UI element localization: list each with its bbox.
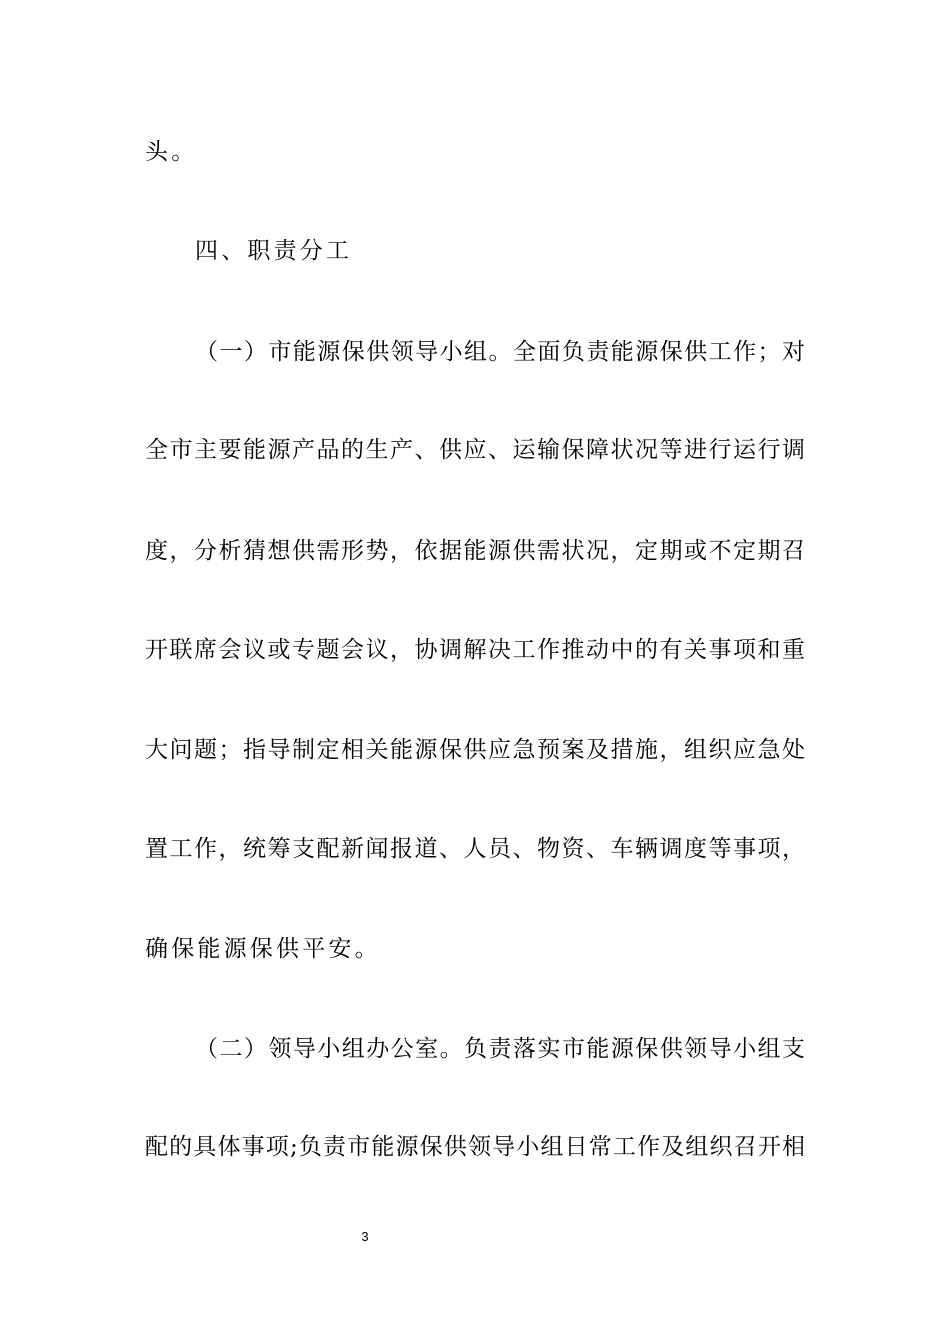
text-line-9: 确保能源保供平安。 — [145, 936, 381, 962]
text-line-11: 配的具体事项;负责市能源保供领导小组日常工作及组织召开相 — [145, 1134, 805, 1160]
text-line-5: 度，分析猜想供需形势，依据能源供需状况，定期或不定期召 — [145, 538, 805, 564]
page-number: 3 — [361, 1229, 369, 1244]
text-line-3: （一）市能源保供领导小组。全面负责能源保供工作；对 — [195, 339, 805, 365]
text-line-7: 大问题；指导制定相关能源保供应急预案及措施，组织应急处 — [145, 737, 805, 763]
text-line-8: 置工作，统筹支配新闻报道、人员、物资、车辆调度等事项， — [145, 836, 805, 862]
text-line-10: （二）领导小组办公室。负责落实市能源保供领导小组支 — [195, 1036, 805, 1062]
text-line-6: 开联席会议或专题会议，协调解决工作推动中的有关事项和重 — [145, 637, 805, 663]
section-heading: 四、职责分工 — [195, 238, 353, 264]
text-line-1: 头。 — [145, 139, 198, 165]
text-line-4: 全市主要能源产品的生产、供应、运输保障状况等进行运行调 — [145, 437, 805, 463]
